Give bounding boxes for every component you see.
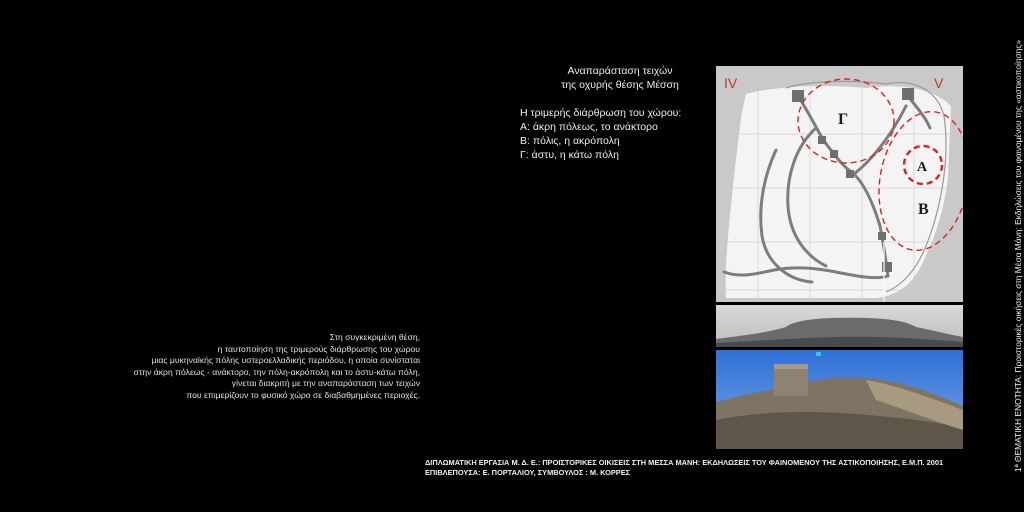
description-text bbox=[40, 332, 420, 402]
zone-beta-label: Β bbox=[918, 201, 929, 218]
caption-title-line: Αναπαράσταση τειχών bbox=[567, 65, 673, 77]
legend-item-beta: Β: πόλις, η ακρόπολη bbox=[520, 135, 620, 147]
hill-profile-photo bbox=[716, 305, 963, 347]
structure-legend bbox=[520, 106, 720, 162]
description-line: που επιμερίζουν το φυσικό χώρο σε διαβαθμημένες περιοχές. bbox=[186, 389, 420, 400]
legend-item-gamma: Γ: άστυ, η κάτω πόλη bbox=[520, 149, 619, 161]
description-line: μιας μυκηναϊκής πόλης υστεροελλαδικής περιόδου, η οποία συνίσταται bbox=[151, 355, 420, 366]
credits-title: ΔΙΠΛΩΜΑΤΙΚΗ ΕΡΓΑΣΙΑ Μ. Δ. Ε.: ΠΡΟΙΣΤΟΡΙΚΕΣ ΟΙΚΙΣΕΙΣ ΣΤΗ ΜΕΣΣΑ ΜΑΝΗ: ΕΚΔΗΛΩΣΕΙΣ ΤΟΥ ΦΑΙΝΟΜΕΝΟΥ ΤΗΣ ΑΣΤΙΚΟΠΟΙΗΣΗΣ, Ε.Μ.Π. 2001 bbox=[425, 458, 944, 467]
plan-caption bbox=[520, 64, 720, 162]
thesis-credits bbox=[425, 458, 943, 478]
caption-title bbox=[520, 64, 720, 92]
grid-label-v: V bbox=[934, 75, 944, 91]
structure-heading: Η τριμερής διάρθρωση του χώρου: bbox=[520, 107, 682, 119]
caption-title-line: της οχυρής θέσης Μέσση bbox=[561, 79, 679, 91]
walls-reconstruction-plan bbox=[716, 66, 963, 302]
vertical-section-title: 1ª ΘΕΜΑΤΙΚΗ ΕΝΟΤΗΤΑ: Προιστορικές οικήσεις στη Μέσα Μάνη: Εκδηλώσεις του φαινομένου της «αστικοποίησης» bbox=[1013, 39, 1023, 473]
legend-item-alpha: Α: άκρη πόλεως, το ανάκτορο bbox=[520, 121, 658, 133]
credits-supervisors: ΕΠΙΒΛΕΠΟΥΣΑ: Ε. ΠΟΡΤΑΛΙΟΥ, ΣΥΜΒΟΥΛΟΣ : Μ. ΚΟΡΡΕΣ bbox=[425, 468, 631, 477]
tower-site-photo bbox=[716, 350, 963, 449]
description-line: γίνεται διακριτή με την αναπαράσταση των τειχών bbox=[231, 378, 420, 389]
description-line: στην άκρη πόλεως - ανάκτορο, την πόλη-ακρόπολη και το άστυ-κάτω πόλη, bbox=[133, 366, 420, 377]
zone-gamma-label: Γ bbox=[838, 111, 849, 128]
description-line: η ταυτοποίηση της τριμερούς διάρθρωσης του χώρου bbox=[217, 343, 420, 354]
description-line: Στη συγκεκριμένη θέση, bbox=[329, 332, 420, 342]
grid-label-iv: IV bbox=[724, 75, 738, 91]
zone-alpha-label: Α bbox=[917, 160, 928, 175]
